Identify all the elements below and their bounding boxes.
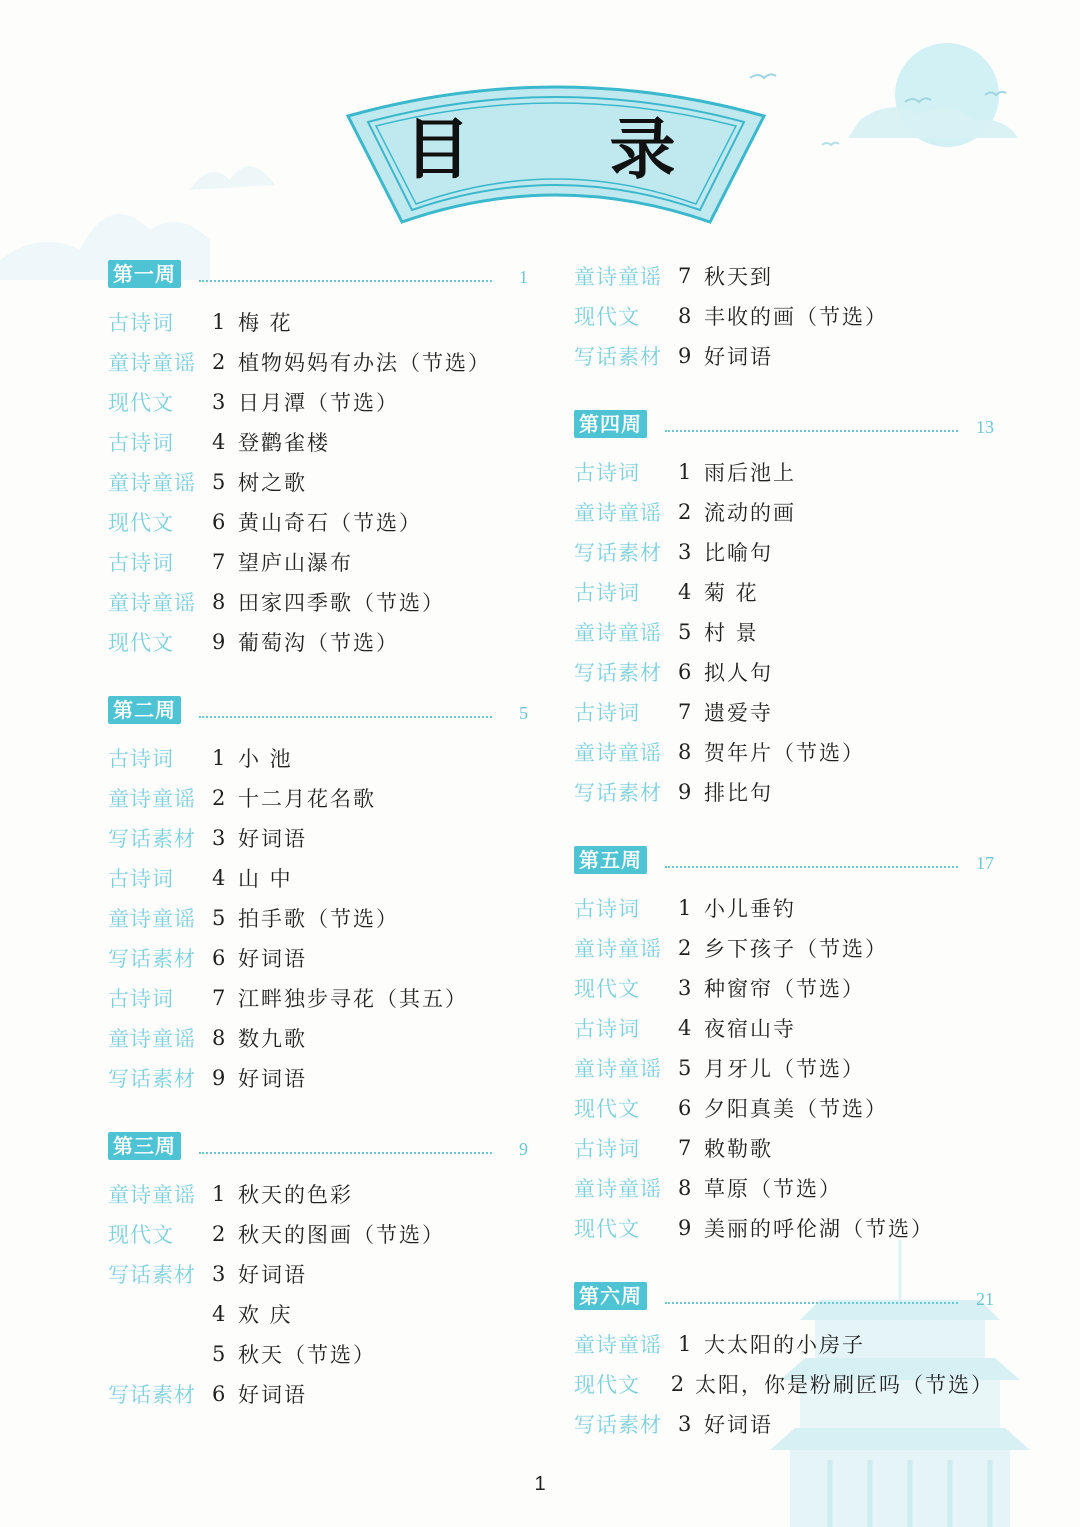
toc-item[interactable] [108, 1294, 528, 1334]
toc-item[interactable] [108, 1254, 528, 1294]
item-number: 2 [212, 786, 226, 810]
item-number: 4 [212, 1302, 226, 1326]
item-category: 童诗童谣 [108, 351, 196, 375]
item-category: 古诗词 [574, 461, 640, 485]
week-badge: 第五周 [574, 846, 647, 874]
toc-item[interactable] [574, 1324, 994, 1364]
item-title: 美丽的呼伦湖（节选） [704, 1217, 934, 1241]
toc-item[interactable] [108, 1374, 528, 1414]
item-number: 8 [212, 1026, 226, 1050]
week-spacer [574, 812, 994, 844]
toc-item[interactable] [108, 622, 528, 662]
week-spacer [574, 376, 994, 408]
toc-item[interactable] [108, 1214, 528, 1254]
item-title: 江畔独步寻花（其五） [238, 987, 468, 1011]
item-number: 4 [212, 866, 226, 890]
item-title: 秋天（节选） [238, 1343, 376, 1367]
item-category: 写话素材 [574, 345, 662, 369]
week-badge: 第一周 [108, 260, 181, 288]
item-number: 9 [678, 1216, 692, 1240]
toc-item[interactable] [574, 1208, 994, 1248]
toc-item[interactable] [574, 1128, 994, 1168]
leader-dots [665, 1302, 958, 1304]
week-page-number: 21 [976, 1289, 994, 1309]
item-number: 3 [212, 1262, 226, 1286]
item-category: 写话素材 [108, 1067, 196, 1091]
item-category: 现代文 [108, 631, 174, 655]
item-title: 菊 花 [704, 581, 759, 605]
item-number: 5 [678, 1056, 692, 1080]
leader-dots [199, 1152, 492, 1154]
toc-item[interactable] [108, 818, 528, 858]
item-number: 1 [212, 310, 226, 334]
toc-item[interactable] [574, 692, 994, 732]
item-category: 现代文 [574, 1217, 640, 1241]
page-number: 1 [534, 1473, 546, 1495]
week-badge: 第六周 [574, 1282, 647, 1310]
week-heading[interactable] [108, 694, 528, 724]
toc-left-column [108, 258, 528, 1414]
item-number: 6 [678, 660, 692, 684]
item-title: 遗爱寺 [704, 701, 773, 725]
item-number: 8 [678, 1176, 692, 1200]
week-badge: 第四周 [574, 410, 647, 438]
item-title: 树之歌 [238, 471, 307, 495]
item-number: 7 [678, 700, 692, 724]
item-category: 现代文 [574, 1373, 640, 1397]
item-number: 2 [212, 350, 226, 374]
item-title: 好词语 [704, 345, 773, 369]
item-category: 写话素材 [574, 541, 662, 565]
item-number: 1 [678, 1332, 692, 1356]
item-category: 童诗童谣 [574, 501, 662, 525]
week-page-number: 5 [519, 703, 528, 723]
item-category: 童诗童谣 [108, 591, 196, 615]
item-number: 7 [678, 1136, 692, 1160]
week-heading[interactable] [574, 408, 994, 438]
toc-item-list [108, 738, 528, 1098]
toc-item[interactable] [574, 1404, 994, 1444]
item-category: 现代文 [108, 391, 174, 415]
item-title: 草原（节选） [704, 1177, 842, 1201]
item-title: 好词语 [238, 1263, 307, 1287]
item-title: 大太阳的小房子 [704, 1333, 865, 1357]
toc-item[interactable] [108, 1334, 528, 1374]
item-number: 2 [670, 1372, 685, 1396]
item-number: 1 [212, 1182, 226, 1206]
leader-dots [199, 280, 492, 282]
toc-item[interactable] [574, 572, 994, 612]
item-title: 秋天到 [704, 265, 773, 289]
item-category: 童诗童谣 [108, 907, 196, 931]
toc-item[interactable] [108, 1058, 528, 1098]
item-title: 月牙儿（节选） [704, 1057, 865, 1081]
item-category: 写话素材 [574, 781, 662, 805]
item-title: 贺年片（节选） [704, 741, 865, 765]
item-number: 5 [678, 620, 692, 644]
toc-item[interactable] [574, 1048, 994, 1088]
item-title: 好词语 [238, 827, 307, 851]
item-number: 3 [212, 390, 226, 414]
item-category: 童诗童谣 [574, 621, 662, 645]
toc-item[interactable] [108, 422, 528, 462]
toc-item[interactable] [108, 382, 528, 422]
item-title: 数九歌 [238, 1027, 307, 1051]
week-heading[interactable] [574, 844, 994, 874]
week-heading[interactable] [108, 258, 528, 288]
toc-right-column [574, 258, 994, 1444]
item-title: 太阳，你是粉刷匠吗（节选） [695, 1373, 994, 1397]
toc-item[interactable] [574, 612, 994, 652]
item-title: 村 景 [704, 621, 759, 645]
item-category: 古诗词 [574, 1137, 640, 1161]
week-badge: 第二周 [108, 696, 181, 724]
item-category: 童诗童谣 [108, 787, 196, 811]
toc-item-list [574, 888, 994, 1248]
item-title: 种窗帘（节选） [704, 977, 865, 1001]
item-category: 童诗童谣 [574, 1177, 662, 1201]
item-number: 6 [678, 1096, 692, 1120]
toc-item[interactable] [574, 888, 994, 928]
item-number: 8 [678, 740, 692, 764]
item-number: 6 [212, 946, 226, 970]
item-title: 葡萄沟（节选） [238, 631, 399, 655]
item-category: 童诗童谣 [108, 1183, 196, 1207]
item-title: 夕阳真美（节选） [704, 1097, 888, 1121]
week-page-number: 9 [519, 1139, 528, 1159]
leader-dots [665, 430, 958, 432]
item-number: 4 [678, 1016, 692, 1040]
week-page-number: 13 [976, 417, 994, 437]
item-number: 7 [212, 986, 226, 1010]
item-title: 好词语 [238, 1383, 307, 1407]
item-title: 小儿垂钓 [704, 897, 796, 921]
item-category: 古诗词 [108, 311, 174, 335]
item-category: 童诗童谣 [574, 741, 662, 765]
toc-item[interactable] [108, 342, 528, 382]
item-number: 8 [678, 304, 692, 328]
toc-item[interactable] [574, 732, 994, 772]
item-category: 童诗童谣 [574, 265, 662, 289]
item-number: 3 [678, 976, 692, 1000]
week-page-number: 17 [976, 853, 994, 873]
item-title: 好词语 [238, 1067, 307, 1091]
toc-item-list [574, 256, 994, 376]
item-title: 比喻句 [704, 541, 773, 565]
item-title: 排比句 [704, 781, 773, 805]
item-category: 写话素材 [108, 1263, 196, 1287]
item-number: 9 [678, 344, 692, 368]
item-number: 6 [212, 1382, 226, 1406]
week-page-number: 1 [519, 267, 528, 287]
item-category: 童诗童谣 [108, 471, 196, 495]
item-title: 登鹳雀楼 [238, 431, 330, 455]
item-number: 7 [212, 550, 226, 574]
toc-item-list [108, 1174, 528, 1414]
item-category: 写话素材 [574, 1413, 662, 1437]
item-title: 好词语 [238, 947, 307, 971]
item-number: 5 [212, 1342, 226, 1366]
item-title: 黄山奇石（节选） [238, 511, 422, 535]
item-number: 2 [212, 1222, 226, 1246]
toc-item[interactable] [108, 898, 528, 938]
item-title: 欢 庆 [238, 1303, 293, 1327]
week-badge: 第三周 [108, 1132, 181, 1160]
item-title: 小 池 [238, 747, 293, 771]
item-category: 古诗词 [574, 1017, 640, 1041]
toc-item[interactable] [108, 778, 528, 818]
item-category: 童诗童谣 [574, 1333, 662, 1357]
item-category: 现代文 [108, 511, 174, 535]
toc-item[interactable] [574, 452, 994, 492]
item-number: 9 [212, 1066, 226, 1090]
item-title: 秋天的图画（节选） [238, 1223, 445, 1247]
leader-dots [665, 866, 958, 868]
item-category: 古诗词 [574, 581, 640, 605]
item-category: 童诗童谣 [574, 937, 662, 961]
item-number: 5 [212, 470, 226, 494]
item-title: 秋天的色彩 [238, 1183, 353, 1207]
item-category: 现代文 [574, 305, 640, 329]
toc-item[interactable] [574, 256, 994, 296]
week-heading[interactable] [108, 1130, 528, 1160]
item-title: 望庐山瀑布 [238, 551, 353, 575]
toc-item[interactable] [574, 532, 994, 572]
item-title: 拟人句 [704, 661, 773, 685]
item-title: 丰收的画（节选） [704, 305, 888, 329]
toc-item[interactable] [108, 502, 528, 542]
week-spacer [574, 1248, 994, 1280]
item-category: 写话素材 [574, 661, 662, 685]
toc-item[interactable] [574, 296, 994, 336]
item-number: 9 [678, 780, 692, 804]
toc-item-list [574, 1324, 994, 1444]
item-number: 1 [678, 460, 692, 484]
item-title: 好词语 [704, 1413, 773, 1437]
item-title: 流动的画 [704, 501, 796, 525]
toc-item[interactable] [108, 582, 528, 622]
item-title: 拍手歌（节选） [238, 907, 399, 931]
item-title: 夜宿山寺 [704, 1017, 796, 1041]
toc-item[interactable] [108, 978, 528, 1018]
toc-item-list [108, 302, 528, 662]
toc-item[interactable] [574, 336, 994, 376]
item-number: 3 [212, 826, 226, 850]
item-category: 现代文 [108, 1223, 174, 1247]
toc-item[interactable] [108, 738, 528, 778]
item-category: 写话素材 [108, 827, 196, 851]
toc-item[interactable] [108, 462, 528, 502]
item-number: 7 [678, 264, 692, 288]
item-number: 9 [212, 630, 226, 654]
item-number: 2 [678, 936, 692, 960]
item-number: 3 [678, 1412, 692, 1436]
item-title: 雨后池上 [704, 461, 796, 485]
item-title: 乡下孩子（节选） [704, 937, 888, 961]
week-spacer [108, 662, 528, 694]
item-category: 古诗词 [108, 551, 174, 575]
toc-item-list [574, 452, 994, 812]
toc-item[interactable] [574, 492, 994, 532]
toc-item[interactable] [574, 772, 994, 812]
toc-item[interactable] [574, 968, 994, 1008]
item-category: 童诗童谣 [574, 1057, 662, 1081]
item-title: 十二月花名歌 [238, 787, 376, 811]
item-number: 4 [678, 580, 692, 604]
item-number: 5 [212, 906, 226, 930]
toc-item[interactable] [574, 1008, 994, 1048]
item-number: 6 [212, 510, 226, 534]
item-title: 梅 花 [238, 311, 293, 335]
toc-item[interactable] [108, 1174, 528, 1214]
week-heading[interactable] [574, 1280, 994, 1310]
item-number: 3 [678, 540, 692, 564]
item-title: 田家四季歌（节选） [238, 591, 445, 615]
item-title: 山 中 [238, 867, 293, 891]
toc-item[interactable] [574, 1168, 994, 1208]
toc-item[interactable] [574, 652, 994, 692]
item-category: 童诗童谣 [108, 1027, 196, 1051]
item-category: 古诗词 [108, 987, 174, 1011]
page-title: 目 录 [404, 110, 734, 188]
item-number: 1 [678, 896, 692, 920]
item-category: 写话素材 [108, 947, 196, 971]
toc-item[interactable] [108, 302, 528, 342]
toc-item[interactable] [574, 1364, 994, 1404]
item-number: 4 [212, 430, 226, 454]
toc-item[interactable] [108, 858, 528, 898]
item-category: 古诗词 [108, 747, 174, 771]
toc-item[interactable] [574, 1088, 994, 1128]
item-category: 古诗词 [108, 431, 174, 455]
toc-item[interactable] [108, 938, 528, 978]
item-title: 植物妈妈有办法（节选） [238, 351, 491, 375]
item-number: 2 [678, 500, 692, 524]
item-title: 日月潭（节选） [238, 391, 399, 415]
toc-item[interactable] [574, 928, 994, 968]
item-category: 现代文 [574, 977, 640, 1001]
toc-item[interactable] [108, 1018, 528, 1058]
item-category: 古诗词 [108, 867, 174, 891]
toc-item[interactable] [108, 542, 528, 582]
item-title: 敕勒歌 [704, 1137, 773, 1161]
item-category: 古诗词 [574, 701, 640, 725]
item-category: 古诗词 [574, 897, 640, 921]
week-spacer [108, 1098, 528, 1130]
item-category: 现代文 [574, 1097, 640, 1121]
item-category: 写话素材 [108, 1383, 196, 1407]
item-number: 1 [212, 746, 226, 770]
item-number: 8 [212, 590, 226, 614]
leader-dots [199, 716, 492, 718]
